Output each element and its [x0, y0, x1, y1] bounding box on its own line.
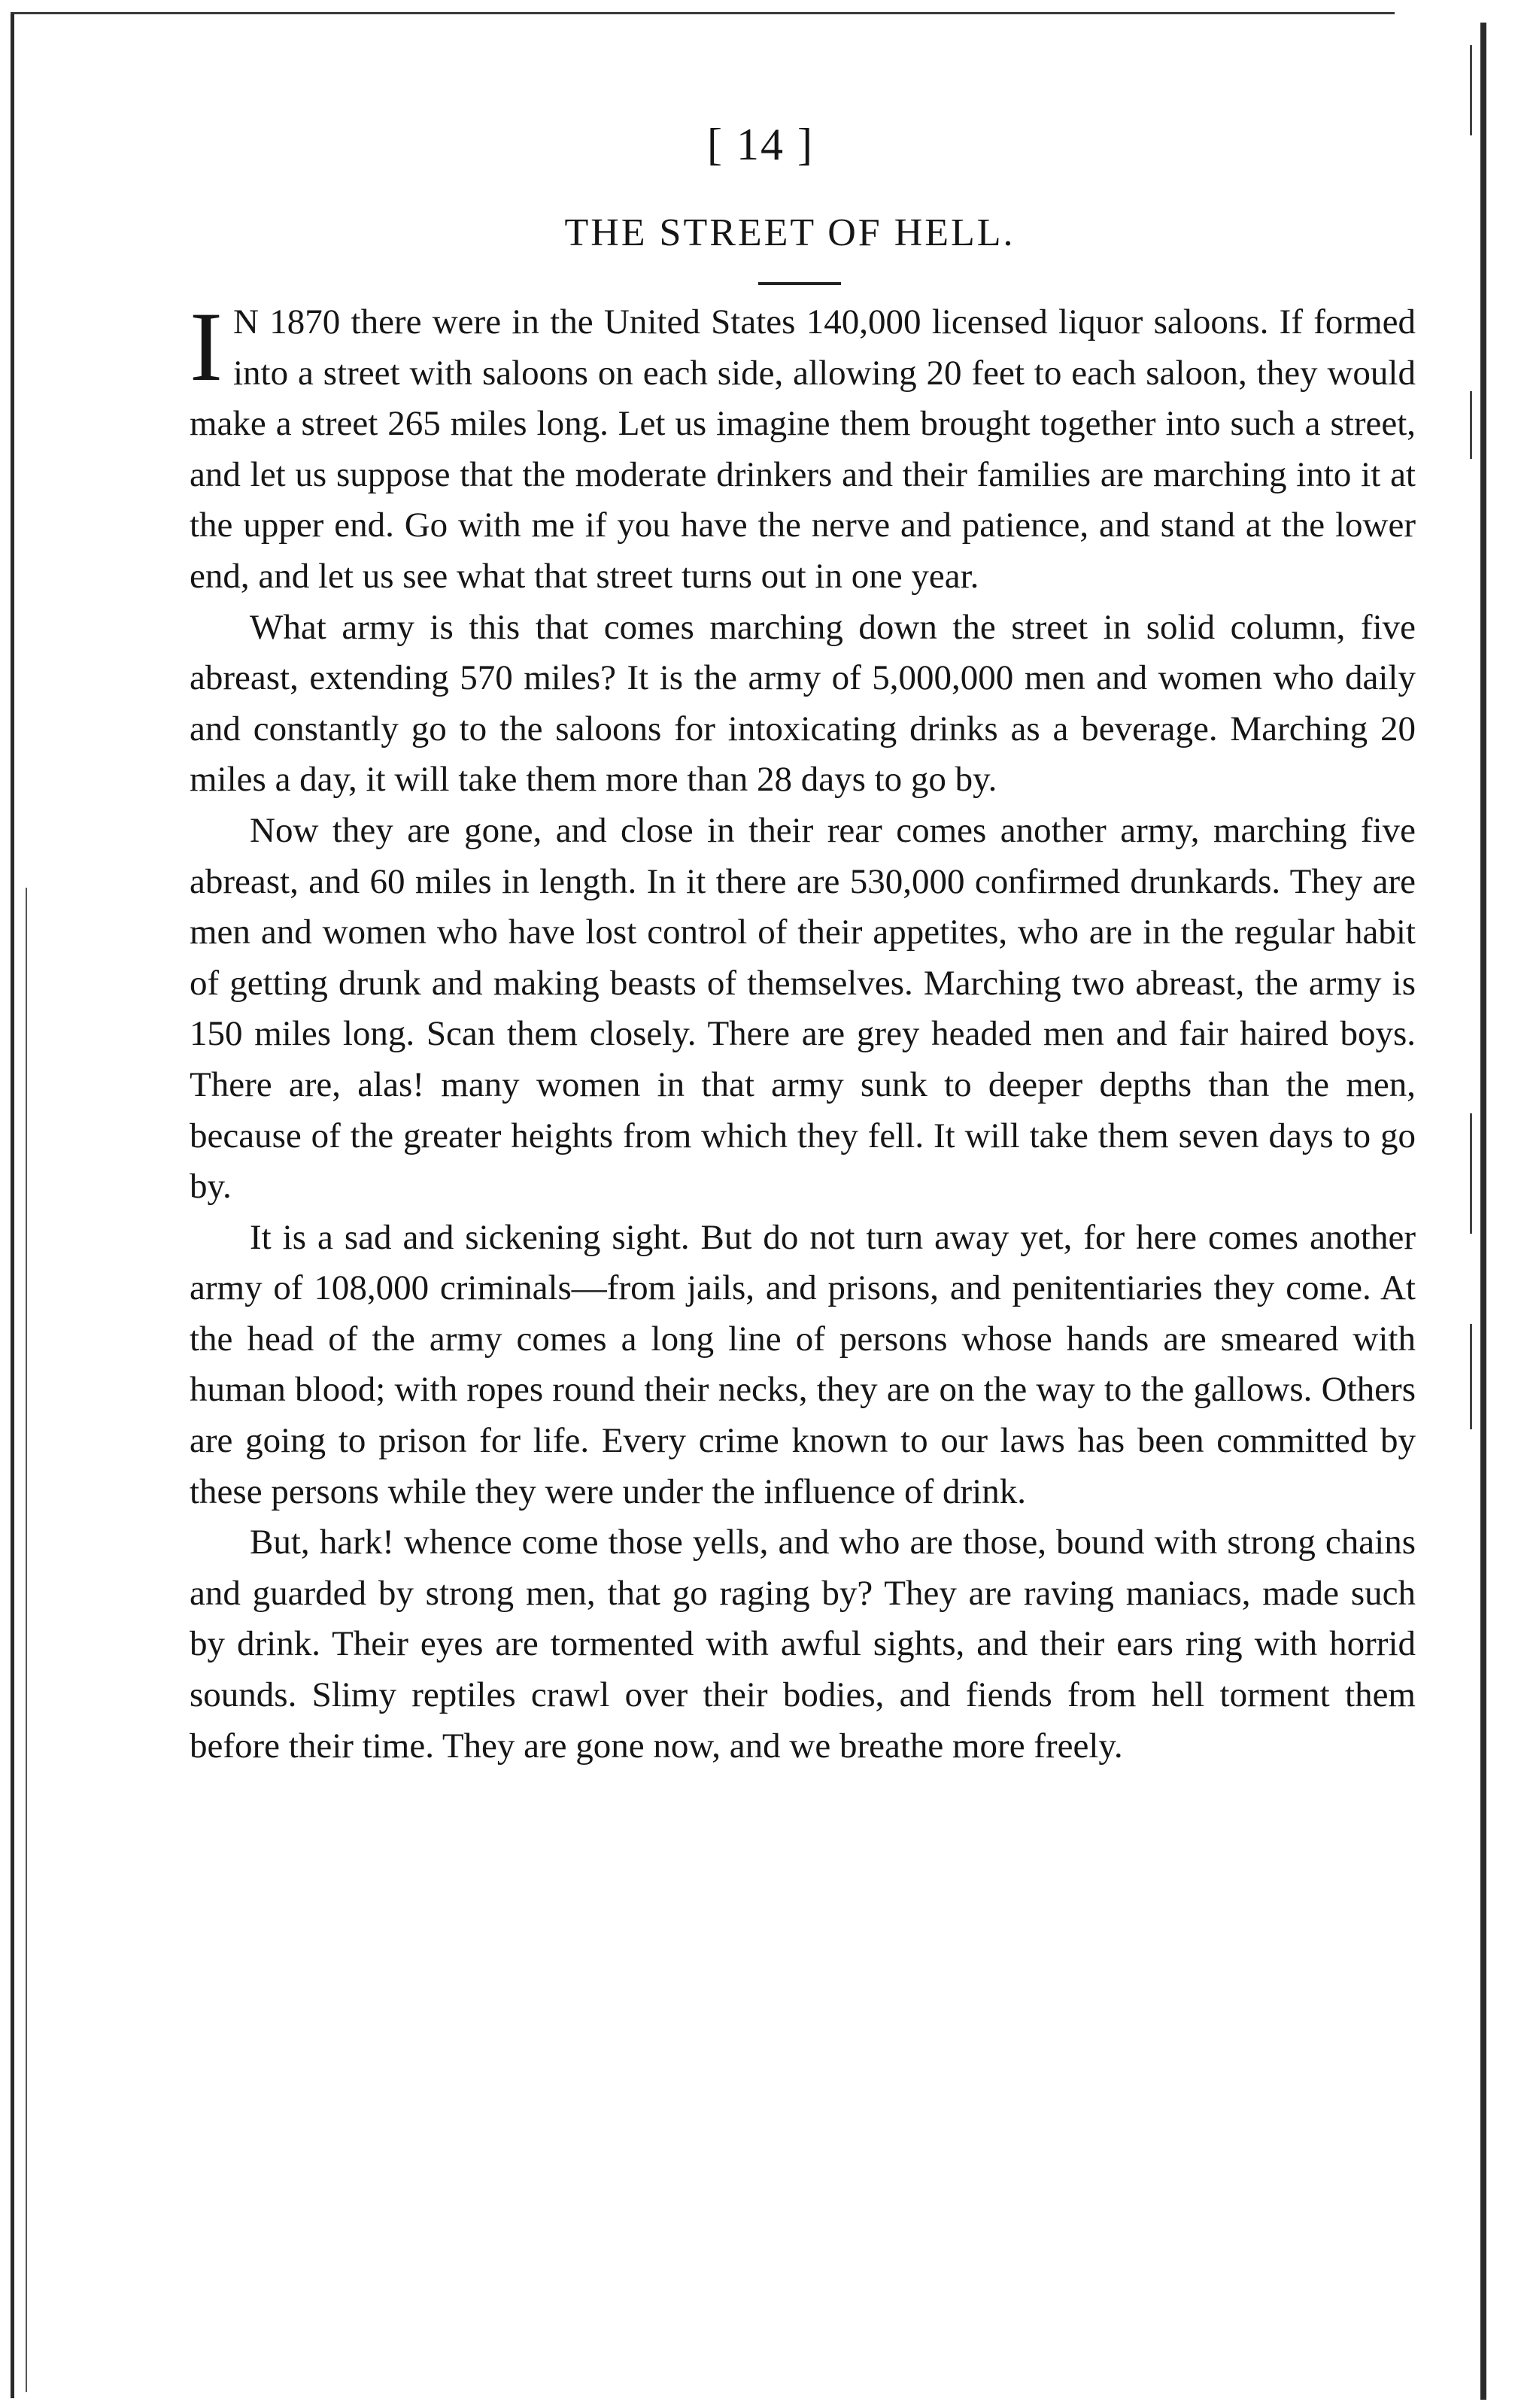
title-rule [758, 282, 841, 285]
page-edge-left-inner [26, 888, 27, 2392]
paragraph-text: N 1870 there were in the United States 140,000 licensed liquor saloons. If formed into a street with saloons on each side, allowing 20 feet to each saloon, they would make a street 265 miles long. Let us imagine them brought together into such a street, and let us suppose that the moderate drinkers and their families are marching into it at the upper end. Go with me if you have the nerve and patience, and stand at the lower end, and let us see what that street turns out in one year. [190, 302, 1416, 596]
body-text [190, 291, 1416, 1772]
page-edge-left [11, 14, 14, 2398]
chapter-title: THE STREET OF HELL. [564, 211, 1016, 254]
page-edge-mark [1470, 391, 1472, 459]
page-edge-mark [1470, 1324, 1472, 1429]
page-number: [ 14 ] [707, 120, 814, 169]
page-edge-mark [1470, 1113, 1472, 1234]
drop-cap: I [190, 291, 223, 402]
paragraph-1 [190, 291, 1416, 603]
paragraph-3: Now they are gone, and close in their rear comes another army, marching five abreast, and 60 miles in length. In it there are 530,000 confirmed drunkards. They are men and women who have lost control of their appetites, who are in the regular habit of getting drunk and making beasts of themselves. Marching two abreast, the army is 150 miles long. Scan them closely. There are grey headed men and fair haired boys. There are, alas! many women in that army sunk to deeper depths than the men, because of the greater heights from which they fell. It will take them seven days to go by. [190, 810, 1416, 1207]
paragraph-2: What army is this that comes marching down the street in solid column, five abreast, extending 570 miles? It is the army of 5,000,000 men and women who daily and constantly go to the saloons for intoxicating drinks as a beverage. Marching 20 miles a day, it will take them more than 28 days to go by. [190, 607, 1416, 800]
paragraph-5: But, hark! whence come those yells, and who are those, bound with strong chains and guarded by strong men, that go raging by? They are raving maniacs, made such by drink. Their eyes are tormented with awful sights, and their ears ring with horrid sounds. Slimy reptiles crawl over their bodies, and fiends from hell torment them before their time. They are gone now, and we breathe more freely. [190, 1523, 1416, 1766]
paragraph-4: It is a sad and sickening sight. But do not turn away yet, for here comes another army of 108,000 criminals—from jails, and prisons, and penitentiaries they come. At the head of the army comes a long line of persons whose hands are smeared with human blood; with ropes round their necks, they are on the way to the gallows. Others are going to prison for life. Every crime known to our laws has been committed by these persons while they were under the influence of drink. [190, 1217, 1416, 1511]
page-edge-top [11, 12, 1395, 14]
page-edge-right [1480, 23, 1486, 2400]
